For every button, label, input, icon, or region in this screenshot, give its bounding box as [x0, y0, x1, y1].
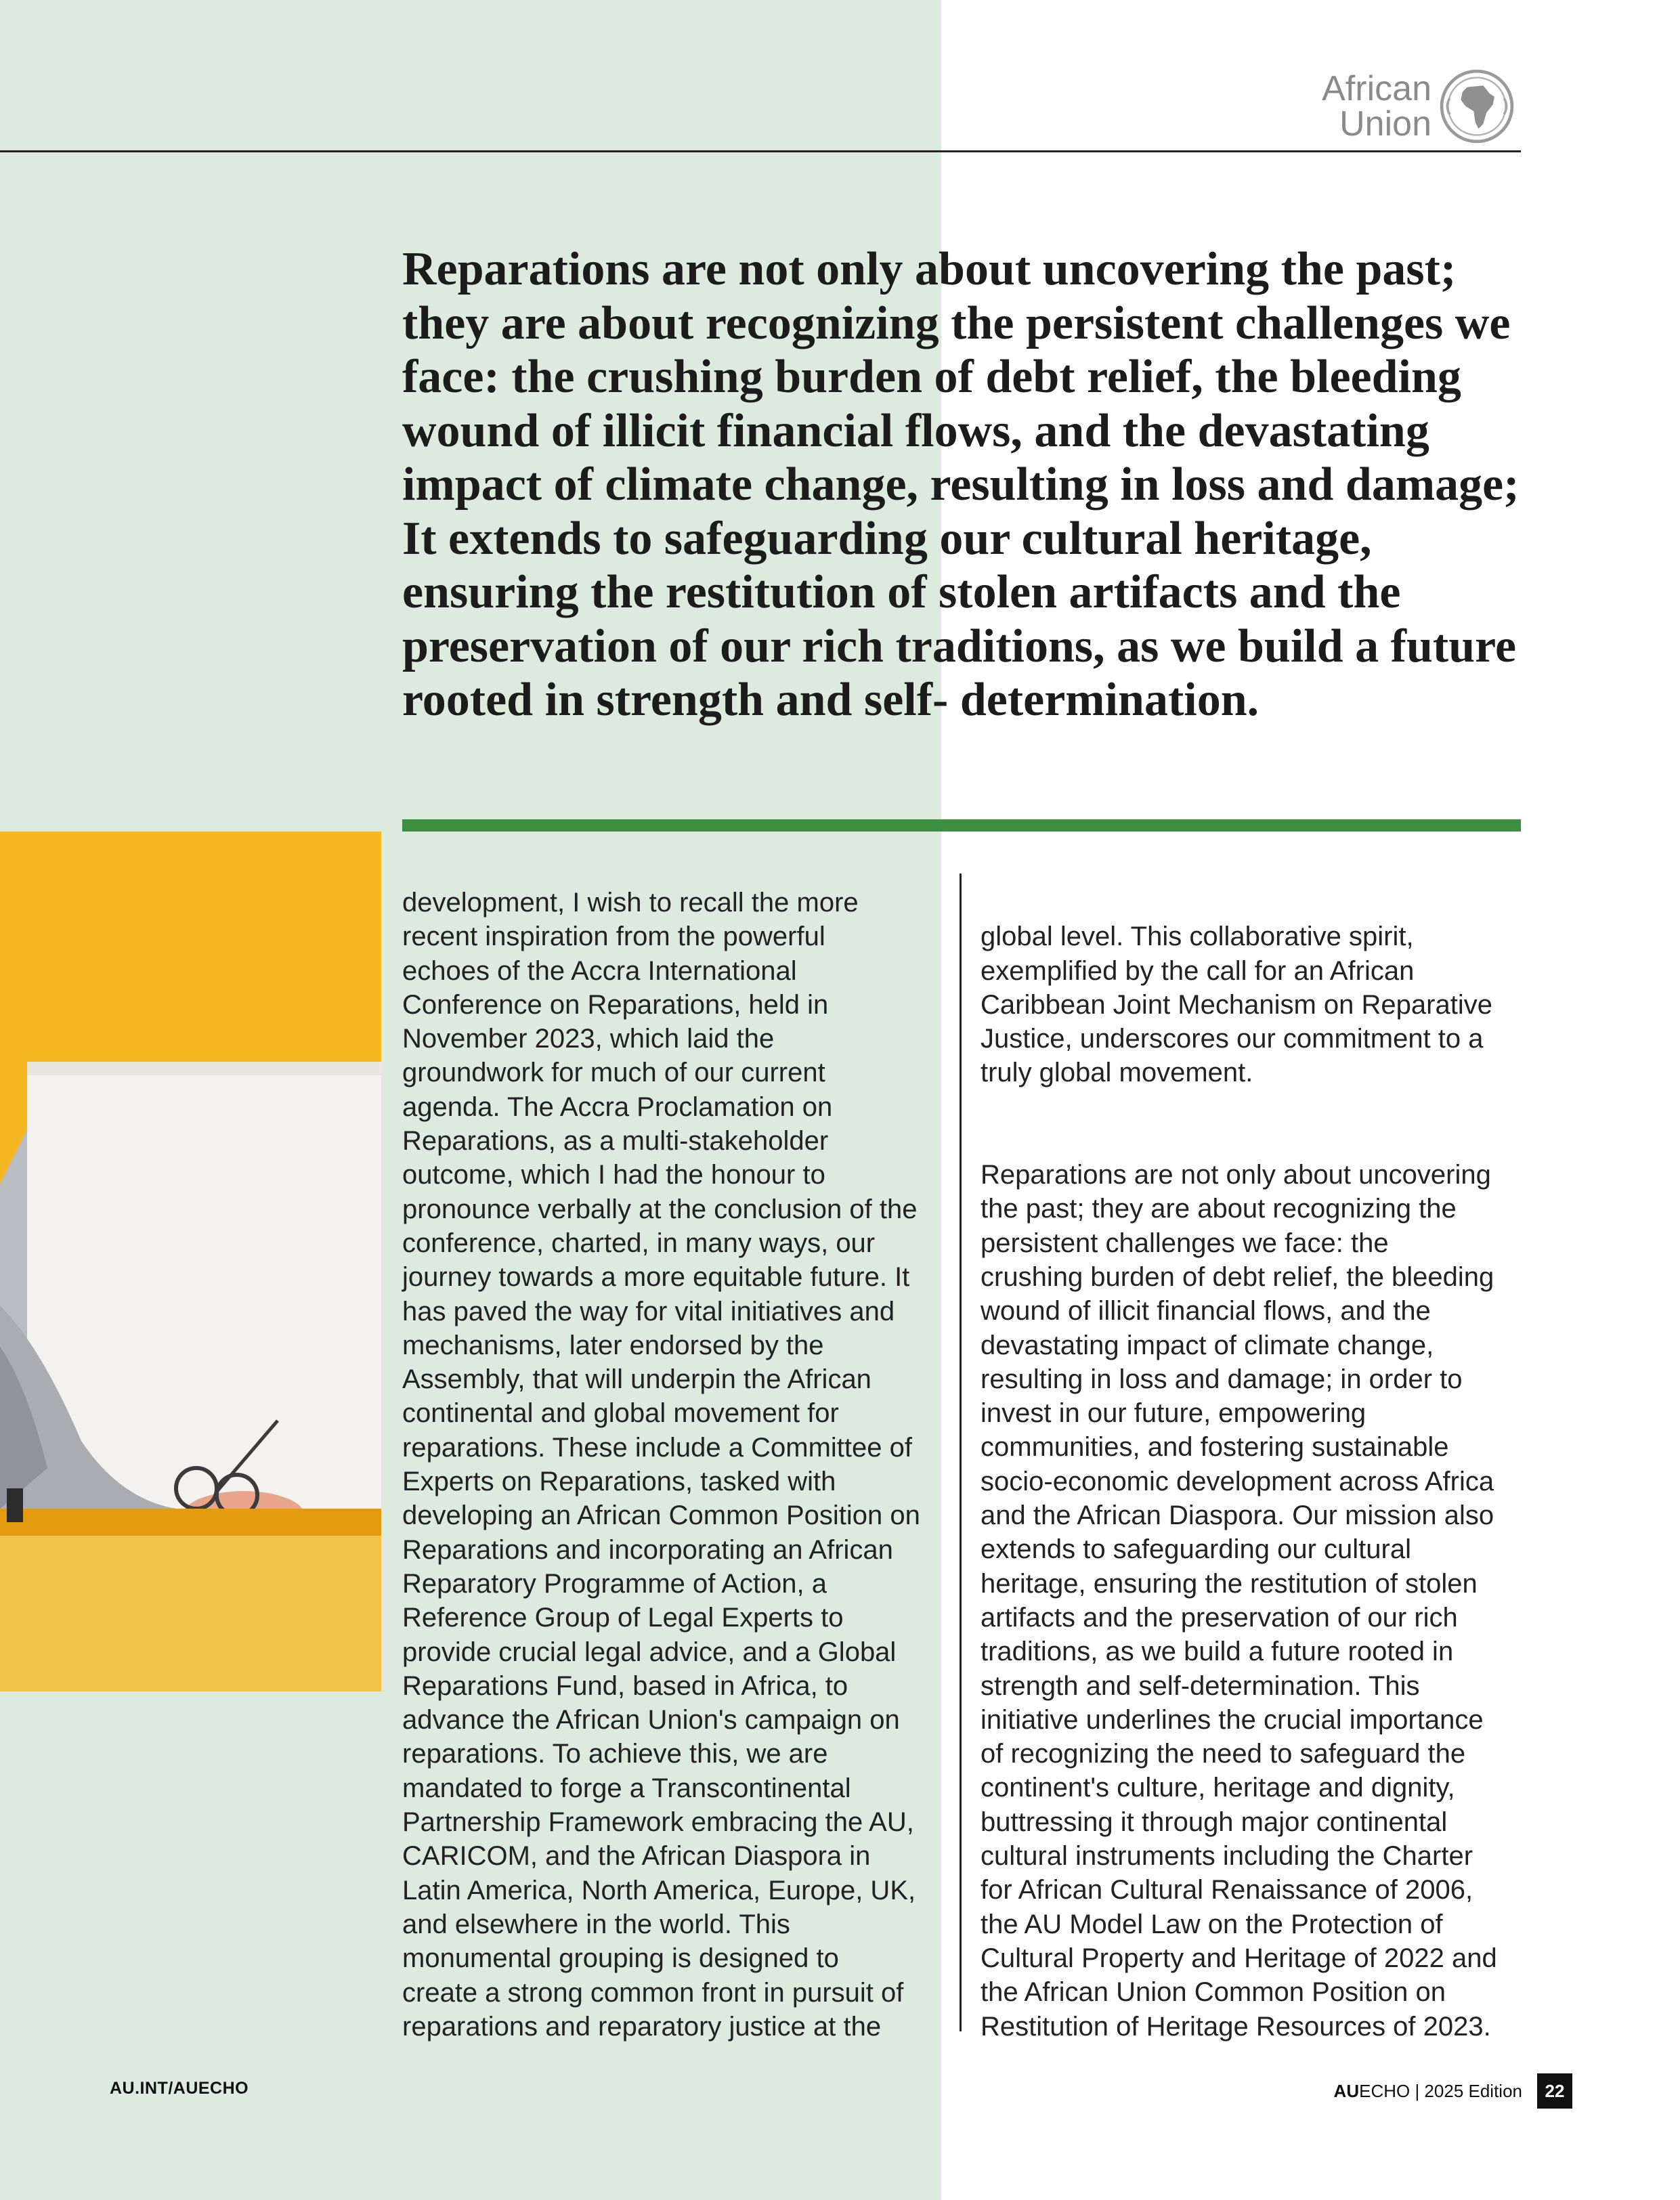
speaker-photo — [0, 832, 381, 1691]
african-union-logo — [1322, 62, 1517, 150]
footer-edition: AUECHO | 2025 Edition — [1333, 2080, 1522, 2101]
footer-edition-block — [1334, 2073, 1572, 2109]
logo-wordmark: African Union — [1322, 69, 1431, 144]
page-number: 22 — [1537, 2073, 1572, 2109]
africa-emblem-icon — [1437, 66, 1517, 146]
header-rule — [0, 150, 1521, 152]
body-column-right — [981, 886, 1522, 2077]
footer-url: AU.INT/AUECHO — [110, 2079, 249, 2098]
body-column-left: development, I wish to recall the more recent inspiration from the powerful echoes of the Accra International Conference on Reparations, held in November 2023, which laid the groundwork for much of our current agenda. The Accra Proclamation on Reparations, as a multi-stakeholder outcome, which I had the honour to pronounce verbally at the conclusion of the conference, charted, in many ways, our journey towards a more equitable future. It has paved the way for vital initiatives and mechanisms, later endorsed by the Assembly, that will underpin the African continental and global movement for reparations. These include a Committee of Experts on Reparations, tasked with developing an African Common Position on Reparations and incorporating an African Reparatory Programme of Action, a Reference Group of Legal Experts to provide crucial legal advice, and a Global Reparations Fund, based in Africa, to advance the African Union's campaign on reparations. To achieve this, we are mandated to forge a Transcontinental Partnership Framework embracing the AU, CARICOM, and the African Diaspora in Latin America, North America, Europe, UK, and elsewhere in the world. This monumental grouping is designed to create a strong common front in pursuit of reparations and reparatory justice at the — [402, 888, 920, 2042]
column-divider — [960, 873, 962, 2031]
pull-quote: Reparations are not only about uncovering the past; they are about recognizing the persistent challenges we face: the crushing burden of debt relief, the bleeding wound of illicit financial flows, and the devastating impact of climate change, resulting in loss and damage; It extends to safeguarding our cultural heritage, ensuring the restitution of stolen artifacts and the preservation of our rich traditions, as we build a future rooted in strength and self- determination. — [402, 243, 1520, 726]
right-column-paragraph-2: Reparations are not only about uncovering the past; they are about recognizing the persistent challenges we face: the crushing burden of debt relief, the bleeding wound of illicit financial flows, and the devastating impact of climate change, resulting in loss and damage; in order to invest in our future, empowering communities, and fostering sustainable socio-economic development across Africa and the African Diaspora. Our mission also extends to safeguarding our cultural heritage, ensuring the restitution of stolen artifacts and the preservation of our rich traditions, as we build a future rooted in strength and self-determination. This initiative underlines the crucial importance of recognizing the need to safeguard the continent's culture, heritage and dignity, buttressing it through major continental cultural instruments including the Charter for African Cultural Renaissance of 2006, the AU Model Law on the Protection of Cultural Property and Heritage of 2022 and the African Union Common Position on Restitution of Heritage Resources of 2023. — [981, 1160, 1497, 2042]
green-divider-bar — [402, 819, 1521, 832]
right-column-paragraph-1: global level. This collaborative spirit, exemplified by the call for an African Caribbean Joint Mechanism on Reparative Justice, underscores our commitment to a truly global movement. — [981, 922, 1492, 1088]
